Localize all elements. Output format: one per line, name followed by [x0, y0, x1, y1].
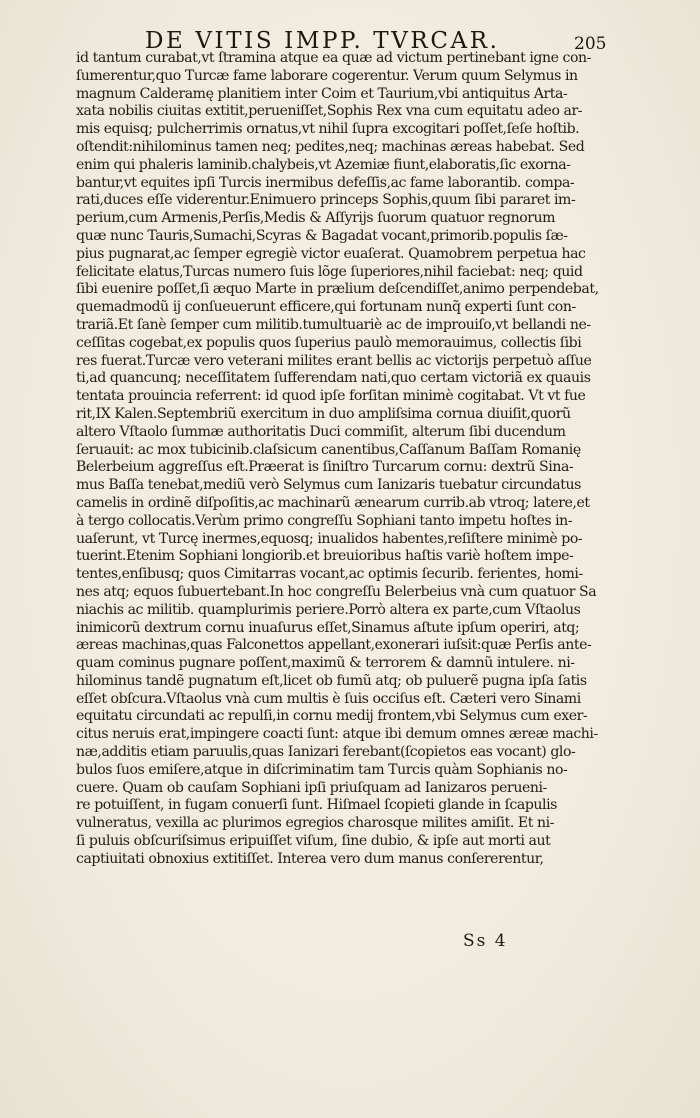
text-line: tentata prouincia referrent: id quod ipſe forſitan minimè cogitabat. Vt vt fue — [76, 388, 586, 405]
text-line: ti,ad quancunq; neceſſitatem ſufferendam nati,quo certam victoriã ex quauis — [76, 370, 591, 387]
text-line: enim qui phaleris laminib.chalybeis,vt Azemiæ fiunt,elaboratis,ſic exorna- — [76, 156, 571, 173]
text-line: inimicorũ dextrum cornu inuaſurus eſſet,Sinamus aſtute ipſum operiri, atq; — [76, 619, 580, 636]
text-line: niachis ac militib. quamplurimis periere.Porrò altera ex parte,cum Vſtaolus — [76, 601, 581, 618]
text-line: re potuiſſent, in fugam conuerſi ſunt. Hiſmael ſcopieti glande in ſcapulis — [76, 797, 557, 814]
text-line: mis equisq; pulcherrimis ornatus,vt nihil ſupra excogitari poſſet,ſeſe hoſtib. — [76, 121, 580, 138]
text-line: trariã.Et ſanè ſemper cum militib.tumultuariè ac de improuiſo,vt bellandi ne- — [76, 316, 591, 333]
text-line: oſtendit:nihilominus tamen neq; pedites,neq; machinas æreas habebat. Sed — [76, 138, 585, 155]
text-line: ſumerentur,quo Turcæ fame laborare cogerentur. Verum quum Selymus in — [76, 67, 578, 84]
text-line: tuerint.Etenim Sophiani longiorib.et breuioribus haſtis variè hoſtem impe- — [76, 548, 574, 565]
text-line: hilominus tandẽ pugnatum eſt,licet ob fumũ atq; ob puluerẽ pugna ipſa ſatis — [76, 672, 587, 689]
text-line: ceſſitas cogebat,ex populis quos ſuperius paulò memorauimus, collectis ſibi — [76, 334, 582, 351]
text-line: perium,cum Armenis,Perſis,Medis & Aſſyrijs ſuorum quatuor regnorum — [76, 210, 556, 227]
text-line: captiuitati obnoxius extitiſſet. Interea vero dum manus conſererentur, — [76, 850, 544, 867]
text-line: cuere. Quam ob cauſam Sophiani ipſi priuſquam ad Ianizaros perueni- — [76, 779, 547, 796]
body-text — [76, 50, 610, 869]
text-line: equitatu circundati ac repulſi,in cornu medij frontem,vbi Selymus cum exer- — [76, 708, 588, 725]
text-line: quam cominus pugnare poſſent,maximũ & terrorem & damnũ intulere. ni- — [76, 655, 575, 672]
text-line: rit,IX Kalen.Septembriũ exercitum in duo ampliſsima cornua diuiſit,quorũ — [76, 405, 571, 422]
text-line: id tantum curabat,vt ſtramina atque ea quæ ad victum pertinebant igne con- — [76, 50, 591, 66]
text-line: quæ nunc Tauris,Sumachi,Scyras & Bagadat vocant,primorib.populis ſæ- — [76, 227, 568, 244]
text-line: bulos ſuos emiſere,atque in diſcriminatim tam Turcis quàm Sophianis no- — [76, 761, 568, 778]
text-line: ſi puluis obſcuriſsimus eripuiſſet viſum, ſine dubio, & ipſe aut morti aut — [76, 833, 551, 850]
text-line: felicitate elatus,Turcas numero ſuis lõge ſuperiores,nihil faciebat: neq; quid — [76, 263, 583, 280]
text-line: tentes,enſibusq; quos Cimitarras vocant,ac optimis ſecurib. ferientes, homi- — [76, 566, 583, 583]
signature-mark: Ss 4 — [463, 931, 508, 951]
text-line: vulneratus, vexilla ac plurimos egregios charosque milites amiſit. Et ni- — [76, 815, 554, 832]
text-line: magnum Calderamę planitiem inter Coim et Taurium,vbi antiquitus Arta- — [76, 85, 568, 102]
running-head: DE VITIS IMPP. TVRCAR. — [145, 28, 500, 54]
text-line: à tergo collocatis.Verùm primo congreſſu Sophiani tanto impetu hoſtes in- — [76, 512, 573, 529]
text-line: rati,duces eſſe viderentur.Enimuero princeps Sophis,quum ſibi pararet im- — [76, 192, 576, 209]
text-line: æreas machinas,quas Falconettos appellant,exonerari iuſsit:quæ Perſis ante- — [76, 637, 592, 654]
text-line: res fuerat.Turcæ vero veterani milites erant bellis ac victorijs perpetuò aſſue — [76, 352, 592, 369]
text-line: bantur,vt equites ipſi Turcis inermibus defeſſis,ac fame laborantib. compa- — [76, 174, 575, 191]
text-line: nes atq; equos ſubuertebant.In hoc congreſſu Belerbeius vnà cum quatuor Sa — [76, 583, 597, 600]
text-line: ſibi euenire poſſet,ſi æquo Marte in prælium deſcendiſſet,animo perpendebat, — [76, 281, 599, 298]
text-line: pius pugnarat,ac ſemper egregiè victor euaſerat. Quamobrem perpetua hac — [76, 245, 586, 262]
text-line: uaſerunt, vt Turcę inermes,equosq; inualidos habentes,reſiſtere minimè po- — [76, 530, 583, 547]
text-line: mus Baſſa tenebat,mediũ verò Selymus cum Ianizaris tuebatur circundatus — [76, 477, 581, 494]
text-line: quemadmodũ ij conſueuerunt efficere,qui fortunam nunq̃ experti ſunt con- — [76, 299, 576, 316]
text-line: eſſet obſcura.Vſtaolus vnà cum multis è ſuis occiſus eſt. Cæteri vero Sinami — [76, 690, 581, 707]
text-line: ſeruauit: ac mox tubicinib.claſsicum canentibus,Caſſanum Baſſam Romanię — [76, 441, 581, 458]
text-line: altero Vſtaolo ſummæ authoritatis Duci commiſit, alterum ſibi ducendum — [76, 423, 566, 440]
text-line: næ,additis etiam paruulis,quas Ianizari ferebant(ſcopietos eas vocant) glo- — [76, 744, 576, 761]
text-line: citus neruis erat,impingere coacti ſunt: atque ibi demum omnes æreæ machi- — [76, 726, 598, 743]
text-line: Belerbeium aggreſſus eſt.Præerat is ſiniſtro Turcarum cornu: dextrũ Sina- — [76, 459, 574, 476]
text-line: xata nobilis ciuitas extitit,perueniſſet,Sophis Rex vna cum equitatu adeo ar- — [76, 103, 583, 120]
text-line: camelis in ordinẽ diſpoſitis,ac machinarũ ænearum currib.ab vtroq; latere,et — [76, 494, 590, 511]
page-number: 205 — [574, 34, 607, 54]
